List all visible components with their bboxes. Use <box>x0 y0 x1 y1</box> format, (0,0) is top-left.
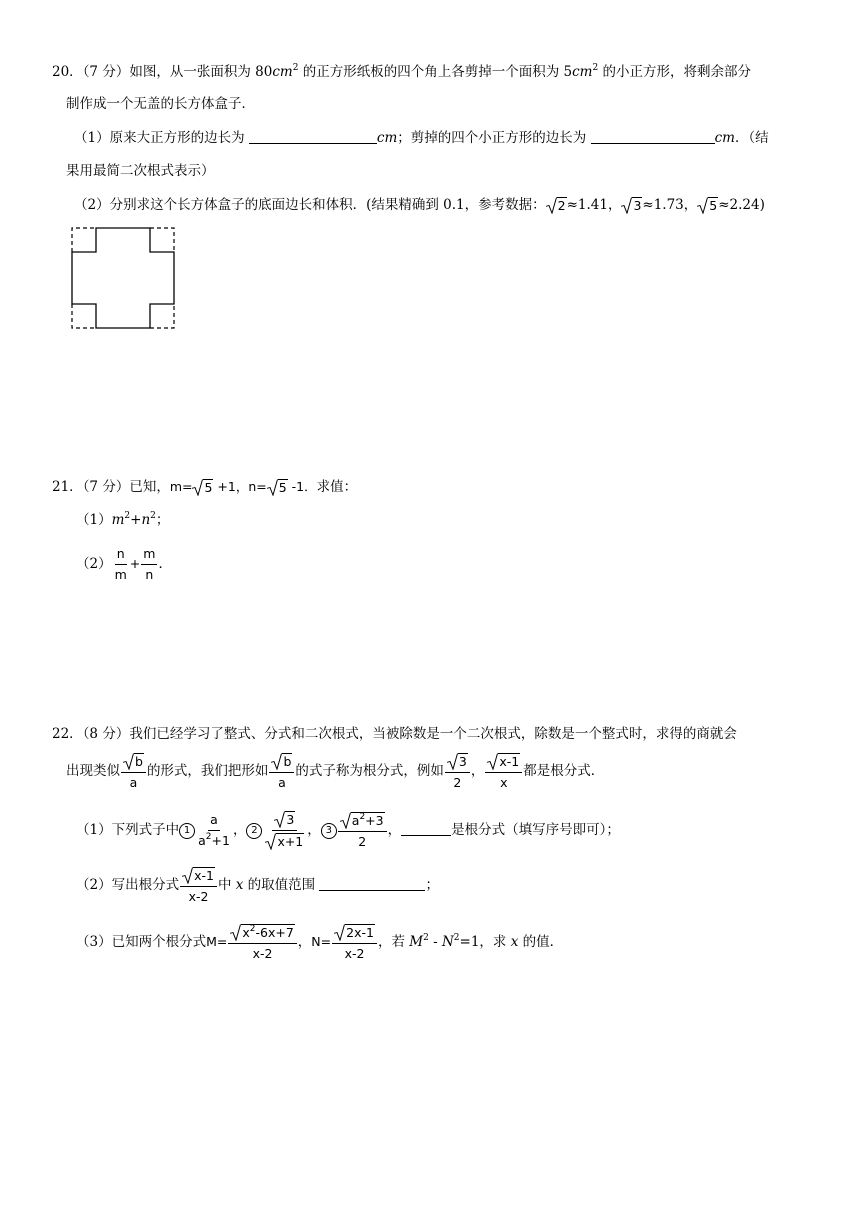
q22-number: 22． <box>52 726 83 742</box>
q22-part3 <box>76 917 563 967</box>
var-x: x <box>510 934 519 950</box>
q22-part1-tail: 是根分式（填写序号即可）； <box>451 822 620 838</box>
m-tail: +1， <box>213 479 249 494</box>
q20-stem-line1 <box>52 62 751 82</box>
fraction-M: $\frac{x^2-6x+7}{x-2}$ <box>228 924 296 962</box>
var-N: N <box>441 934 454 950</box>
q20-number: 20． <box>52 64 83 80</box>
approx-value: ≈1.41， <box>566 197 622 213</box>
q22-part2-tail: 的取值范围 <box>243 877 320 893</box>
sqrt-5: 5 <box>192 479 213 496</box>
q22-part2-mid: 中 <box>217 877 236 893</box>
comma: ， <box>387 822 402 838</box>
fraction-sqrt3-over-sqrt-x-plus-1: $\frac{3}{x+1}$ <box>263 811 306 850</box>
q20-part1-text-c: ．（结 <box>734 130 769 146</box>
q22-stem-line2 <box>66 750 604 792</box>
var-M: M <box>409 934 424 950</box>
comma: ， <box>307 822 321 838</box>
fraction-sqrt-b-over-a: $\frac{b}{a}$ <box>121 753 146 791</box>
q20-stem-line2: 制作成一个无盖的长方体盒子． <box>66 96 255 112</box>
q21-part2 <box>76 546 172 583</box>
comma: ， <box>297 934 312 950</box>
m-equals: M= <box>206 934 228 949</box>
q22-part3-eq: =1，求 <box>459 934 511 950</box>
fraction-a-over-a2-plus-1: $\frac{a}{a^2+1}$ <box>198 812 230 848</box>
superscript-2: 2 <box>292 63 299 73</box>
q21-stem-end: 求值： <box>316 479 358 495</box>
q20-score: （7 分） <box>82 64 130 80</box>
unit-cm: cm <box>714 130 735 146</box>
q22-part3-label: （3）已知两个根分式 <box>76 934 207 950</box>
sqrt-5: 5 <box>697 197 718 214</box>
q21-part1 <box>76 510 169 530</box>
var-x: x <box>235 877 244 893</box>
circled-number-3: 3 <box>321 823 337 839</box>
minus: - <box>428 934 442 950</box>
q22-text-d: 都是根分式． <box>523 763 605 779</box>
q20-part1-text-b: ；剪掉的四个小正方形的边长为 <box>397 130 591 146</box>
q22-part1 <box>76 806 620 854</box>
q22-part2 <box>76 863 439 907</box>
period: ． <box>158 556 172 572</box>
fraction-sqrt-a2-plus-3-over-2: $\frac{a^2+3}{2}$ <box>338 812 387 850</box>
q22-part3-if: ，若 <box>377 934 410 950</box>
q22-stem-line1 <box>52 724 737 744</box>
q22-answer-blank-1[interactable] <box>401 821 451 836</box>
q22-text-a: 出现类似 <box>66 763 120 779</box>
sqrt-5: 5 <box>267 479 288 496</box>
q20-answer-blank-1[interactable] <box>249 129 377 144</box>
superscript-2: 2 <box>124 511 131 521</box>
q20-part2-text: （2）分别求这个长方体盒子的底面边长和体积．(结果精确到 0.1，参考数据： <box>74 197 546 213</box>
sqrt-2: 2 <box>546 197 567 214</box>
sqrt-3: 3 <box>621 197 642 214</box>
approx-value: ≈2.24) <box>718 197 765 213</box>
q21-stem <box>52 477 357 497</box>
circled-number-1: 1 <box>179 823 195 839</box>
comma: ， <box>470 763 485 779</box>
fraction-sqrt-x-1-over-x-2: $\frac{x-1}{x-2}$ <box>180 867 217 905</box>
q20-answer-blank-2[interactable] <box>591 129 715 144</box>
var-m: m <box>111 512 125 528</box>
plus: + <box>129 556 141 571</box>
q20-part2 <box>74 195 765 215</box>
unit-cm: cm <box>376 130 398 146</box>
var-n: n <box>141 512 151 528</box>
q20-stem-text-b: 的正方形纸板的四个角上各剪掉一个面积为 5 <box>298 64 573 80</box>
q20-stem-text-a: 如图，从一张面积为 80 <box>129 64 273 80</box>
q22-score: （8 分） <box>82 726 130 742</box>
q22-part2-label: （2）写出根分式 <box>76 877 180 893</box>
superscript-2: 2 <box>423 933 429 943</box>
superscript-2: 2 <box>150 511 156 521</box>
fraction-m-over-n: $\frac{m}{n}$ <box>143 546 156 582</box>
q20-part1 <box>74 128 769 148</box>
fraction-sqrt-b-over-a: $\frac{b}{a}$ <box>269 753 294 791</box>
comma: ， <box>232 822 247 838</box>
semicolon: ； <box>155 512 170 528</box>
semicolon: ； <box>425 877 439 893</box>
circled-number-2: 2 <box>246 823 262 839</box>
fraction-sqrt-3-over-2: $\frac{3}{2}$ <box>445 753 470 791</box>
q22-answer-blank-2[interactable] <box>319 876 425 891</box>
fraction-n-over-m: $\frac{n}{m}$ <box>114 546 127 582</box>
q22-text-b: 的形式，我们把形如 <box>146 763 269 779</box>
n-tail: -1． <box>287 479 317 494</box>
q22-stem-text: 我们已经学习了整式、分式和二次根式，当被除数是一个二次根式，除数是一个整式时，求得的商就会 <box>129 726 737 742</box>
q22-part1-label: （1）下列式子中 <box>76 822 180 838</box>
m-equals: m= <box>169 479 193 494</box>
n-equals: N= <box>311 934 332 949</box>
fraction-sqrt-x-1-over-x: $\frac{x-1}{x}$ <box>485 753 522 791</box>
approx-value: ≈1.73， <box>642 197 698 213</box>
q20-stem-text-c: 的小正方形，将剩余部分 <box>598 64 751 80</box>
q20-part1-line2: 果用最简二次根式表示） <box>66 163 215 179</box>
plus: + <box>130 512 142 528</box>
unit-cm: cm <box>572 64 593 80</box>
q21-number: 21． <box>52 479 83 495</box>
q21-part2-label: （2） <box>76 556 112 572</box>
unit-cm: cm <box>272 64 293 80</box>
fraction-N: $\frac{2x-1}{x-2}$ <box>332 924 377 962</box>
q21-part1-label: （1） <box>76 512 112 528</box>
n-equals: n= <box>248 479 267 494</box>
q22-part3-end: 的值． <box>518 934 564 950</box>
q22-text-c: 的式子称为根分式，例如 <box>295 763 444 779</box>
q20-figure-cross <box>70 226 176 330</box>
q20-part1-text-a: （1）原来大正方形的边长为 <box>74 130 249 146</box>
superscript-2: 2 <box>453 933 460 943</box>
q21-score: （7 分） <box>82 479 130 495</box>
q21-stem-text: 已知， <box>129 479 170 495</box>
superscript-2: 2 <box>592 63 599 73</box>
